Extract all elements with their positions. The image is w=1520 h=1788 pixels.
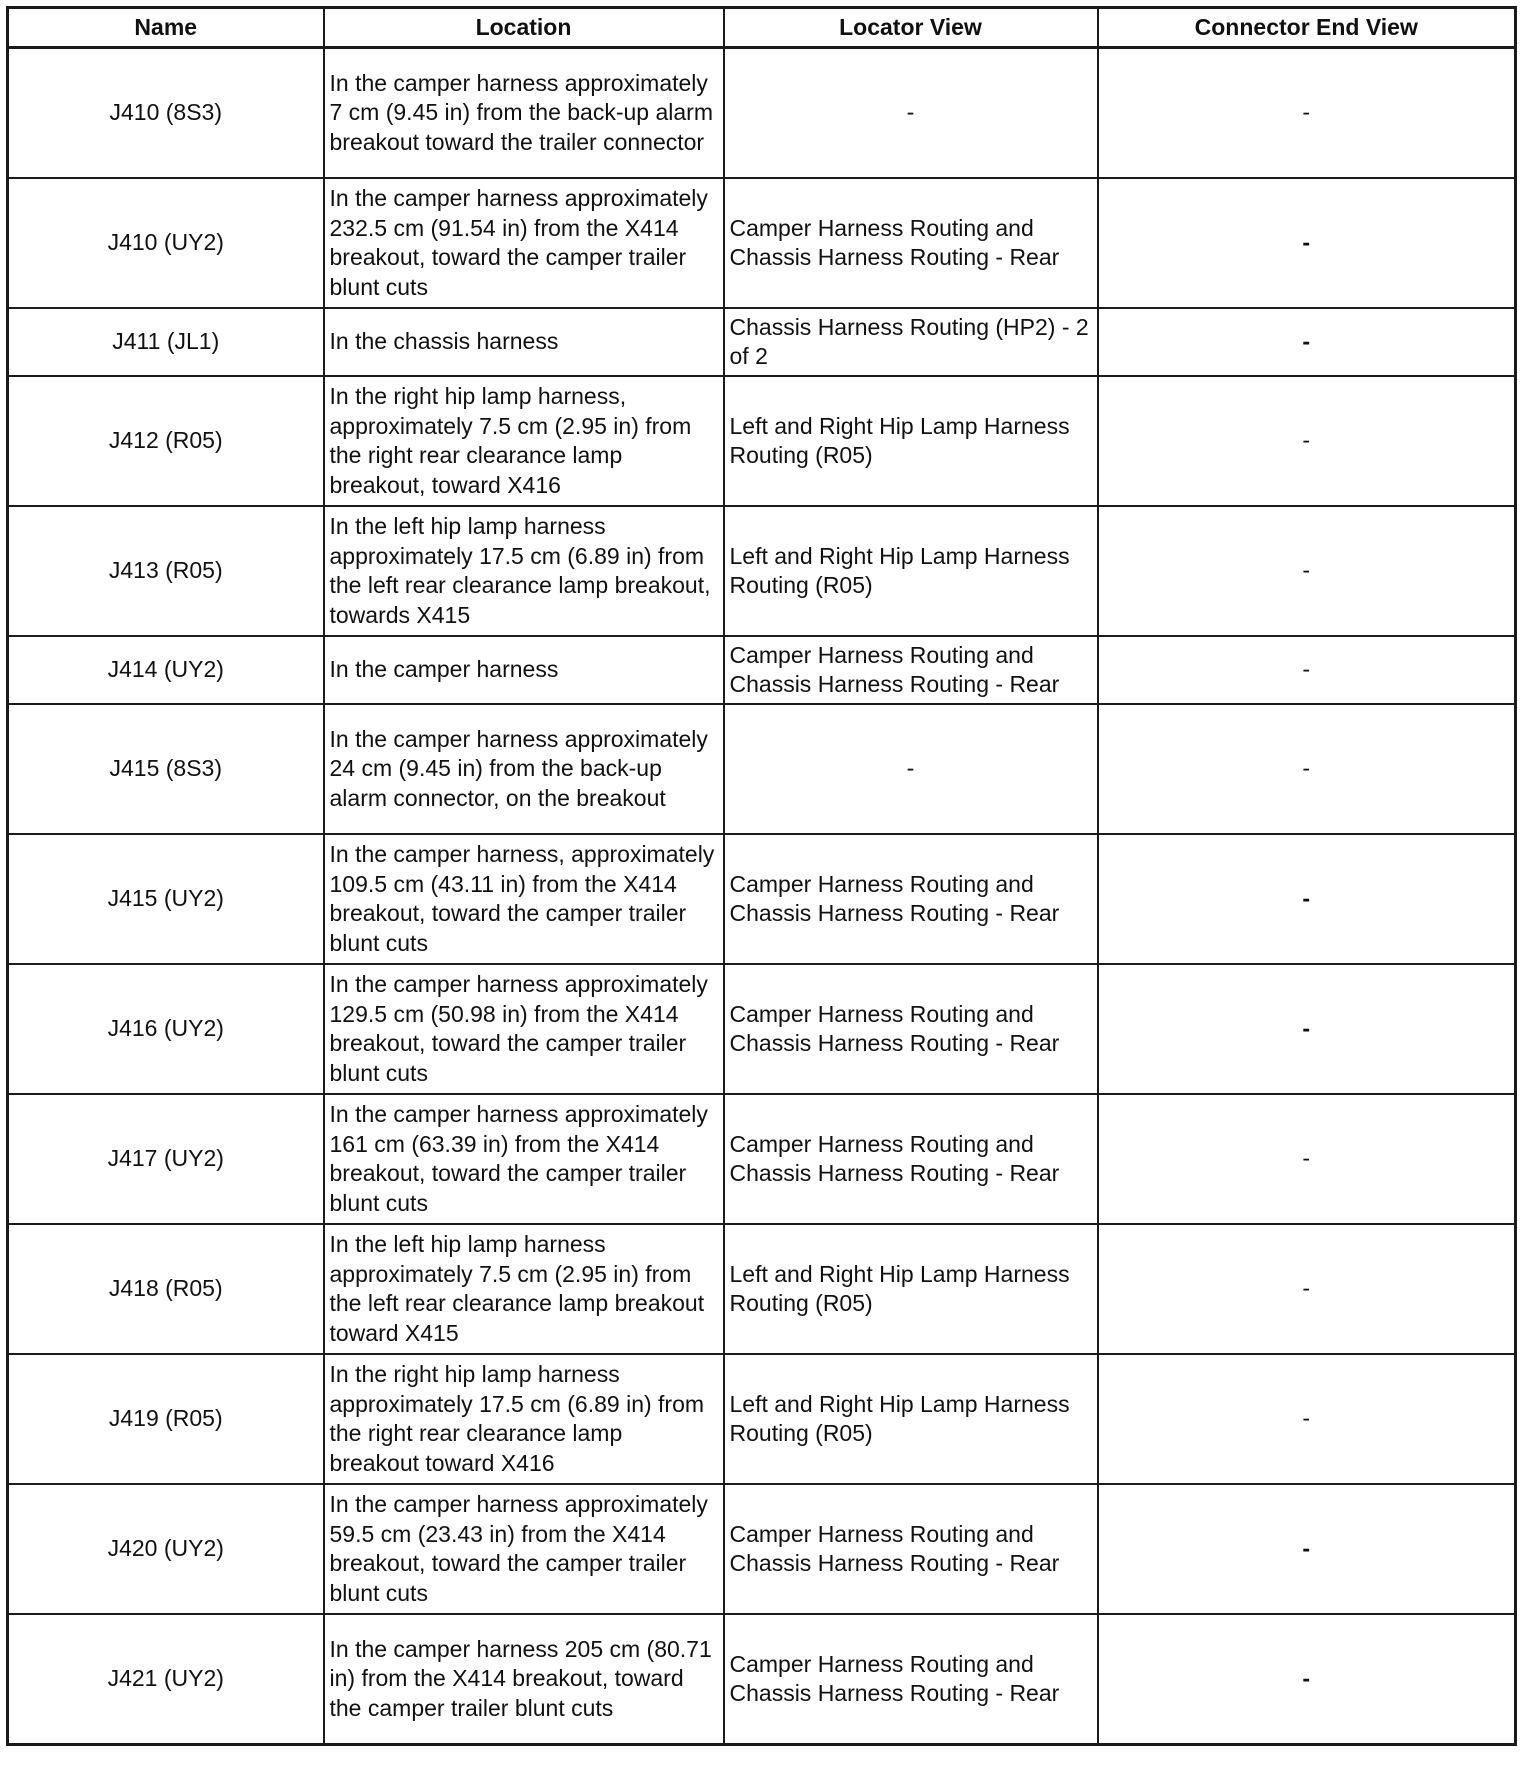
table-row <box>8 704 1516 834</box>
cell-connector-end-view: - <box>1098 1354 1516 1484</box>
cell-locator-view: Camper Harness Routing and Chassis Harness Routing - Rear <box>724 1094 1098 1224</box>
cell-locator-view: Left and Right Hip Lamp Harness Routing (R05) <box>724 376 1098 506</box>
cell-locator-view: - <box>724 704 1098 834</box>
cell-location: In the camper harness 205 cm (80.71 in) from the X414 breakout, toward the camper trailer blunt cuts <box>324 1614 724 1745</box>
cell-connector-end-view <box>1098 308 1516 376</box>
cell-location: In the right hip lamp harness, approximately 7.5 cm (2.95 in) from the right rear clearance lamp breakout, toward X416 <box>324 376 724 506</box>
cell-location: In the camper harness approximately 7 cm (9.45 in) from the back-up alarm breakout toward the trailer connector <box>324 48 724 179</box>
dash-value: - <box>1302 1535 1311 1562</box>
cell-connector-end-view: - <box>1098 376 1516 506</box>
table-row <box>8 1614 1516 1745</box>
table-row <box>8 1354 1516 1484</box>
dash-value: - <box>1302 885 1311 912</box>
cell-name: J416 (UY2) <box>8 964 324 1094</box>
header-locator-view: Locator View <box>724 8 1098 48</box>
table-row <box>8 506 1516 636</box>
cell-name: J417 (UY2) <box>8 1094 324 1224</box>
table-row <box>8 964 1516 1094</box>
cell-location: In the camper harness approximately 59.5 cm (23.43 in) from the X414 breakout, toward the camper trailer blunt cuts <box>324 1484 724 1614</box>
cell-name: J418 (R05) <box>8 1224 324 1354</box>
cell-location: In the chassis harness <box>324 308 724 376</box>
cell-connector-end-view <box>1098 1614 1516 1745</box>
cell-name: J421 (UY2) <box>8 1614 324 1745</box>
cell-location: In the left hip lamp harness approximately 17.5 cm (6.89 in) from the left rear clearance lamp breakout, towards X415 <box>324 506 724 636</box>
document-page <box>6 6 1517 1746</box>
table-row <box>8 178 1516 308</box>
table-row <box>8 834 1516 964</box>
dash-value: - <box>1302 1015 1311 1042</box>
cell-connector-end-view <box>1098 834 1516 964</box>
cell-name: J420 (UY2) <box>8 1484 324 1614</box>
cell-locator-view: Chassis Harness Routing (HP2) - 2 of 2 <box>724 308 1098 376</box>
cell-location: In the right hip lamp harness approximately 17.5 cm (6.89 in) from the right rear clearance lamp breakout toward X416 <box>324 1354 724 1484</box>
cell-locator-view: Camper Harness Routing and Chassis Harness Routing - Rear <box>724 636 1098 704</box>
table-row <box>8 48 1516 179</box>
table-header-row <box>8 8 1516 48</box>
cell-name: J412 (R05) <box>8 376 324 506</box>
cell-name: J419 (R05) <box>8 1354 324 1484</box>
cell-location: In the camper harness <box>324 636 724 704</box>
connector-location-table <box>6 6 1517 1746</box>
dash-value: - <box>1302 229 1311 256</box>
cell-name: J415 (UY2) <box>8 834 324 964</box>
cell-locator-view: Camper Harness Routing and Chassis Harness Routing - Rear <box>724 834 1098 964</box>
cell-location: In the camper harness, approximately 109.5 cm (43.11 in) from the X414 breakout, toward the camper trailer blunt cuts <box>324 834 724 964</box>
cell-name: J410 (8S3) <box>8 48 324 179</box>
cell-locator-view: Camper Harness Routing and Chassis Harness Routing - Rear <box>724 1484 1098 1614</box>
cell-name: J411 (JL1) <box>8 308 324 376</box>
cell-location: In the camper harness approximately 24 cm (9.45 in) from the back-up alarm connector, on the breakout <box>324 704 724 834</box>
cell-name: J414 (UY2) <box>8 636 324 704</box>
cell-locator-view: Camper Harness Routing and Chassis Harness Routing - Rear <box>724 964 1098 1094</box>
table-row <box>8 1094 1516 1224</box>
header-location: Location <box>324 8 724 48</box>
cell-location: In the camper harness approximately 232.5 cm (91.54 in) from the X414 breakout, toward the camper trailer blunt cuts <box>324 178 724 308</box>
header-name: Name <box>8 8 324 48</box>
cell-connector-end-view <box>1098 178 1516 308</box>
table-row <box>8 376 1516 506</box>
table-row <box>8 636 1516 704</box>
dash-value: - <box>1302 328 1311 355</box>
cell-location: In the camper harness approximately 161 cm (63.39 in) from the X414 breakout, toward the camper trailer blunt cuts <box>324 1094 724 1224</box>
cell-connector-end-view: - <box>1098 506 1516 636</box>
cell-connector-end-view <box>1098 964 1516 1094</box>
cell-name: J413 (R05) <box>8 506 324 636</box>
table-row <box>8 1484 1516 1614</box>
table-row <box>8 1224 1516 1354</box>
cell-location: In the camper harness approximately 129.5 cm (50.98 in) from the X414 breakout, toward the camper trailer blunt cuts <box>324 964 724 1094</box>
cell-connector-end-view <box>1098 1484 1516 1614</box>
cell-locator-view: Left and Right Hip Lamp Harness Routing (R05) <box>724 1354 1098 1484</box>
cell-location: In the left hip lamp harness approximately 7.5 cm (2.95 in) from the left rear clearance lamp breakout toward X415 <box>324 1224 724 1354</box>
table-row <box>8 308 1516 376</box>
cell-name: J415 (8S3) <box>8 704 324 834</box>
cell-locator-view: Left and Right Hip Lamp Harness Routing (R05) <box>724 1224 1098 1354</box>
cell-connector-end-view: - <box>1098 48 1516 179</box>
cell-locator-view: Camper Harness Routing and Chassis Harness Routing - Rear <box>724 1614 1098 1745</box>
cell-connector-end-view: - <box>1098 1224 1516 1354</box>
header-connector-end-view: Connector End View <box>1098 8 1516 48</box>
cell-locator-view: Left and Right Hip Lamp Harness Routing (R05) <box>724 506 1098 636</box>
cell-connector-end-view: - <box>1098 704 1516 834</box>
dash-value: - <box>1302 1665 1311 1692</box>
cell-locator-view: Camper Harness Routing and Chassis Harness Routing - Rear <box>724 178 1098 308</box>
cell-connector-end-view: - <box>1098 636 1516 704</box>
cell-name: J410 (UY2) <box>8 178 324 308</box>
cell-locator-view: - <box>724 48 1098 179</box>
cell-connector-end-view: - <box>1098 1094 1516 1224</box>
